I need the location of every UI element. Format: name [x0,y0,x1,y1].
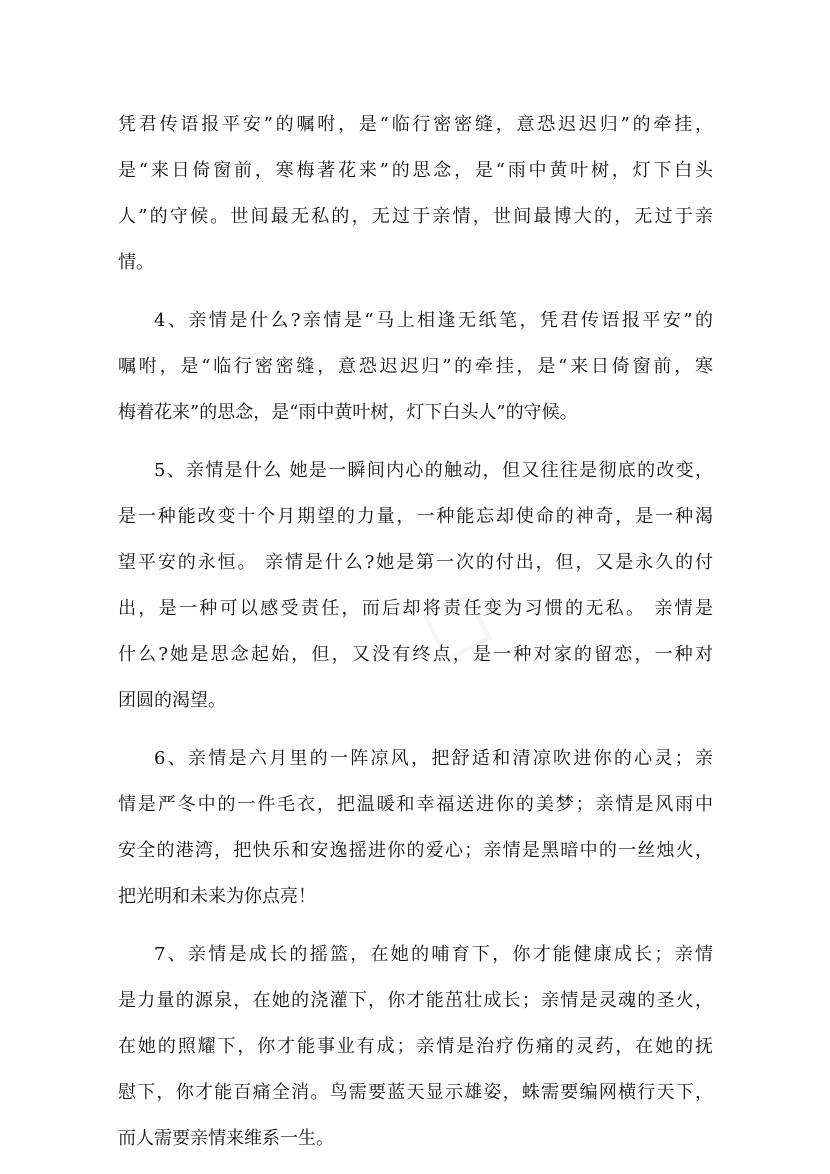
text-line: 梅着花来”的思念，是“雨中黄叶树，灯下白头人”的守候。 [118,402,578,423]
text-line: 什么?她是思念起始，但，又没有终点，是一种对家的留恋，一种对 [118,644,713,665]
text-line: 7、亲情是成长的摇篮，在她的哺育下，你才能健康成长；亲情 [154,944,713,965]
paragraph-7 [118,932,713,1162]
text-line: 团圆的渴望。 [118,690,226,711]
text-line: 望平安的永恒。 亲情是什么?她是第一次的付出，但，又是永久的付 [118,552,713,573]
document-body [118,102,713,1174]
text-line: 人”的守候。世间最无私的，无过于亲情，世间最博大的，无过于亲 [118,206,713,227]
text-line: 6、亲情是六月里的一阵凉风，把舒适和清凉吹进你的心灵；亲 [154,748,713,769]
text-line: 5、亲情是什么 她是一瞬间内心的触动，但又往往是彻底的改变， [154,460,713,481]
text-line: 4、亲情是什么?亲情是“马上相逢无纸笔，凭君传语报平安”的 [154,310,713,331]
text-line: 嘱咐，是“临行密密缝，意恐迟迟归”的牵挂，是“来日倚窗前，寒 [118,356,713,377]
text-line: 慰下，你才能百痛全消。鸟需要蓝天显示雄姿，蛛需要编网横行天下， [118,1082,713,1103]
text-line: 安全的港湾，把快乐和安逸摇进你的爱心；亲情是黑暗中的一丝烛火， [118,840,713,861]
text-line: 情是严冬中的一件毛衣，把温暖和幸福送进你的美梦；亲情是风雨中 [118,794,713,815]
paragraph-6 [118,736,713,920]
paragraph-continuation [118,102,713,286]
text-line: 是“来日倚窗前，寒梅著花来”的思念，是“雨中黄叶树，灯下白头 [118,160,713,181]
text-line: 凭君传语报平安”的嘱咐，是“临行密密缝，意恐迟迟归”的牵挂， [118,114,713,135]
text-line: 在她的照耀下，你才能事业有成；亲情是治疗伤痛的灵药，在她的抚 [118,1036,713,1057]
text-line: 而人需要亲情来维系一生。 [118,1128,334,1149]
text-line: 把光明和未来为你点亮！ [118,886,316,907]
paragraph-4 [118,298,713,436]
paragraph-5 [118,448,713,724]
text-line: 出，是一种可以感受责任，而后却将责任变为习惯的无私。 亲情是 [118,598,713,619]
text-line: 情。 [118,252,154,273]
text-line: 是一种能改变十个月期望的力量，一种能忘却使命的神奇，是一种渴 [118,506,713,527]
text-line: 是力量的源泉，在她的浇灌下，你才能茁壮成长；亲情是灵魂的圣火， [118,990,713,1011]
